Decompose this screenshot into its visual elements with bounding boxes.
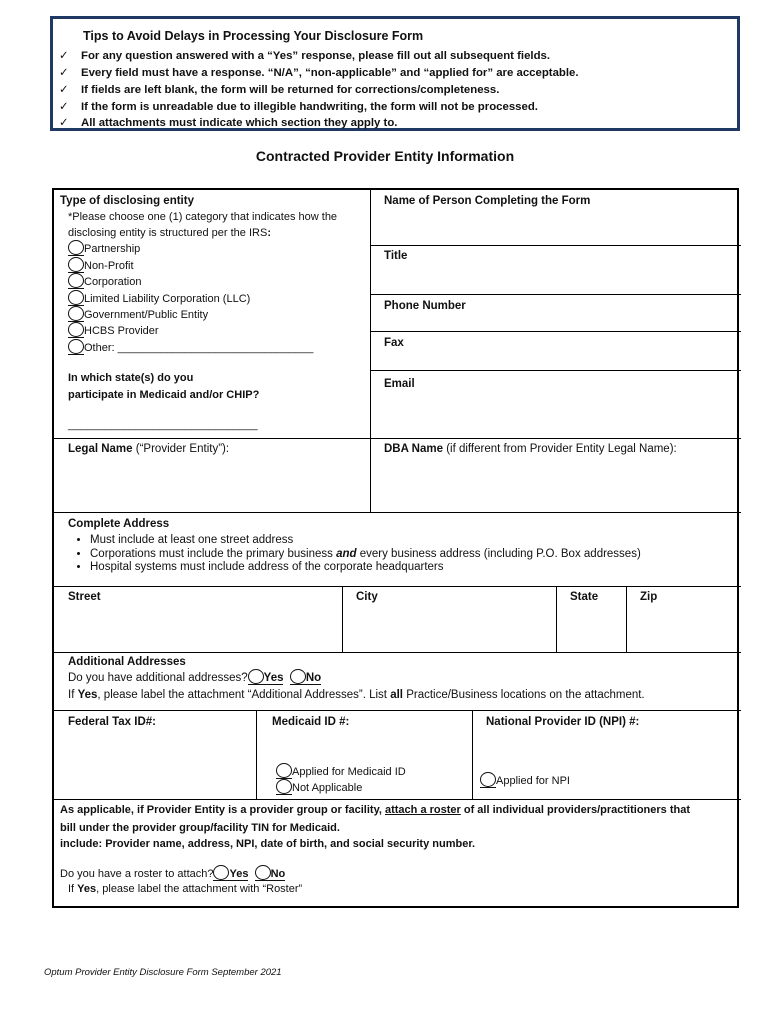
tips-box: [50, 16, 740, 131]
address-title: Complete Address: [68, 518, 170, 530]
divider: [626, 586, 627, 652]
tip-item: ✓ If the form is unreadable due to illegible handwriting, the form will not be processed.: [59, 101, 538, 113]
entity-instruction: disclosing entity is structured per the IRS:: [68, 227, 271, 239]
checkmark-icon: ✓: [59, 117, 69, 129]
divider: [370, 370, 741, 371]
provider-form: [52, 188, 739, 908]
roster-question: Do you have a roster to attach? Yes No: [60, 865, 285, 881]
radio-icon[interactable]: [68, 240, 84, 255]
checkmark-icon: ✓: [59, 50, 69, 62]
radio-icon[interactable]: [480, 772, 496, 787]
address-rule: • Must include at least one street address: [90, 534, 641, 546]
radio-icon[interactable]: [276, 779, 292, 794]
tax-id-label: Federal Tax ID#:: [68, 716, 156, 728]
checkmark-icon: ✓: [59, 101, 69, 113]
divider: [472, 710, 473, 799]
address-rule: • Corporations must include the primary business and every business address (including P.O. Box addresses): [90, 548, 641, 560]
roster-instruction: bill under the provider group/facility TIN for Medicaid.: [60, 822, 340, 834]
divider: [54, 438, 741, 439]
divider: [556, 586, 557, 652]
roster-note: If Yes, please label the attachment with “Roster”: [68, 883, 303, 895]
radio-icon[interactable]: [276, 763, 292, 778]
divider: [342, 586, 343, 652]
states-blank[interactable]: _______________________________: [68, 419, 258, 431]
checkmark-icon: ✓: [59, 67, 69, 79]
divider: [54, 652, 741, 653]
not-applicable-option[interactable]: Not Applicable: [276, 779, 362, 795]
radio-icon[interactable]: [68, 290, 84, 305]
tip-item: ✓ Every field must have a response. “N/A”, “non-applicable” and “applied for” are acceptable.: [59, 67, 579, 79]
divider: [54, 586, 741, 587]
radio-icon[interactable]: [68, 306, 84, 321]
applied-medicaid-option[interactable]: Applied for Medicaid ID: [276, 763, 406, 779]
dba-name-label: DBA Name (if different from Provider Entity Legal Name):: [384, 443, 677, 455]
phone-label: Phone Number: [384, 300, 466, 312]
divider: [54, 799, 741, 800]
entity-option-partnership[interactable]: Partnership: [68, 240, 140, 256]
entity-option-government[interactable]: Government/Public Entity: [68, 306, 208, 322]
street-label: Street: [68, 591, 101, 603]
legal-name-label: Legal Name (“Provider Entity”):: [68, 443, 230, 455]
entity-instruction: *Please choose one (1) category that indicates how the: [68, 211, 338, 223]
radio-icon[interactable]: [213, 865, 229, 880]
entity-option-non-profit[interactable]: Non-Profit: [68, 257, 134, 273]
city-label: City: [356, 591, 378, 603]
address-rule: • Hospital systems must include address of the corporate headquarters: [90, 561, 641, 573]
tip-item: ✓ If fields are left blank, the form will be returned for corrections/completeness.: [59, 84, 500, 96]
radio-icon[interactable]: [68, 257, 84, 272]
additional-note: If Yes, please label the attachment “Additional Addresses”. List all Practice/Business locations on the attachment.: [68, 689, 645, 701]
radio-icon[interactable]: [68, 339, 84, 354]
entity-option-llc[interactable]: Limited Liability Corporation (LLC): [68, 290, 250, 306]
entity-option-other[interactable]: Other: ________________________________: [68, 339, 313, 355]
radio-icon[interactable]: [68, 273, 84, 288]
fax-label: Fax: [384, 337, 404, 349]
entity-type-label: Type of disclosing entity: [60, 195, 194, 207]
divider: [370, 190, 371, 512]
zip-label: Zip: [640, 591, 658, 603]
radio-icon[interactable]: [255, 865, 271, 880]
title-label: Title: [384, 250, 408, 262]
checkmark-icon: ✓: [59, 84, 69, 96]
entity-option-hcbs[interactable]: HCBS Provider: [68, 322, 159, 338]
divider: [370, 294, 741, 295]
radio-icon[interactable]: [248, 669, 264, 684]
entity-option-corporation[interactable]: Corporation: [68, 273, 141, 289]
radio-icon[interactable]: [290, 669, 306, 684]
additional-title: Additional Addresses: [68, 656, 186, 668]
state-label: State: [570, 591, 599, 603]
form-title: Contracted Provider Entity Information: [255, 148, 515, 164]
states-question: participate in Medicaid and/or CHIP?: [68, 389, 260, 401]
roster-instruction: As applicable, if Provider Entity is a provider group or facility, attach a roster of all individual providers/practitioners that: [60, 804, 691, 816]
tip-item: ✓ For any question answered with a “Yes” response, please fill out all subsequent fields.: [59, 50, 551, 62]
additional-question: Do you have additional addresses? Yes No: [68, 669, 321, 685]
medicaid-id-label: Medicaid ID #:: [272, 716, 350, 728]
tip-item: ✓ All attachments must indicate which section they apply to.: [59, 117, 398, 129]
email-label: Email: [384, 378, 415, 390]
states-question: In which state(s) do you: [68, 372, 194, 384]
address-rules: [68, 534, 641, 575]
divider: [370, 331, 741, 332]
divider: [370, 245, 741, 246]
npi-label: National Provider ID (NPI) #:: [486, 716, 640, 728]
tips-title: Tips to Avoid Delays in Processing Your Disclosure Form: [83, 29, 424, 43]
divider: [54, 710, 741, 711]
roster-instruction: include: Provider name, address, NPI, date of birth, and social security number.: [60, 838, 476, 850]
applied-npi-option[interactable]: Applied for NPI: [480, 772, 570, 788]
divider: [256, 710, 257, 799]
radio-icon[interactable]: [68, 322, 84, 337]
person-name-label: Name of Person Completing the Form: [384, 195, 591, 207]
divider: [54, 512, 741, 513]
footer: Optum Provider Entity Disclosure Form September 2021: [44, 967, 282, 978]
